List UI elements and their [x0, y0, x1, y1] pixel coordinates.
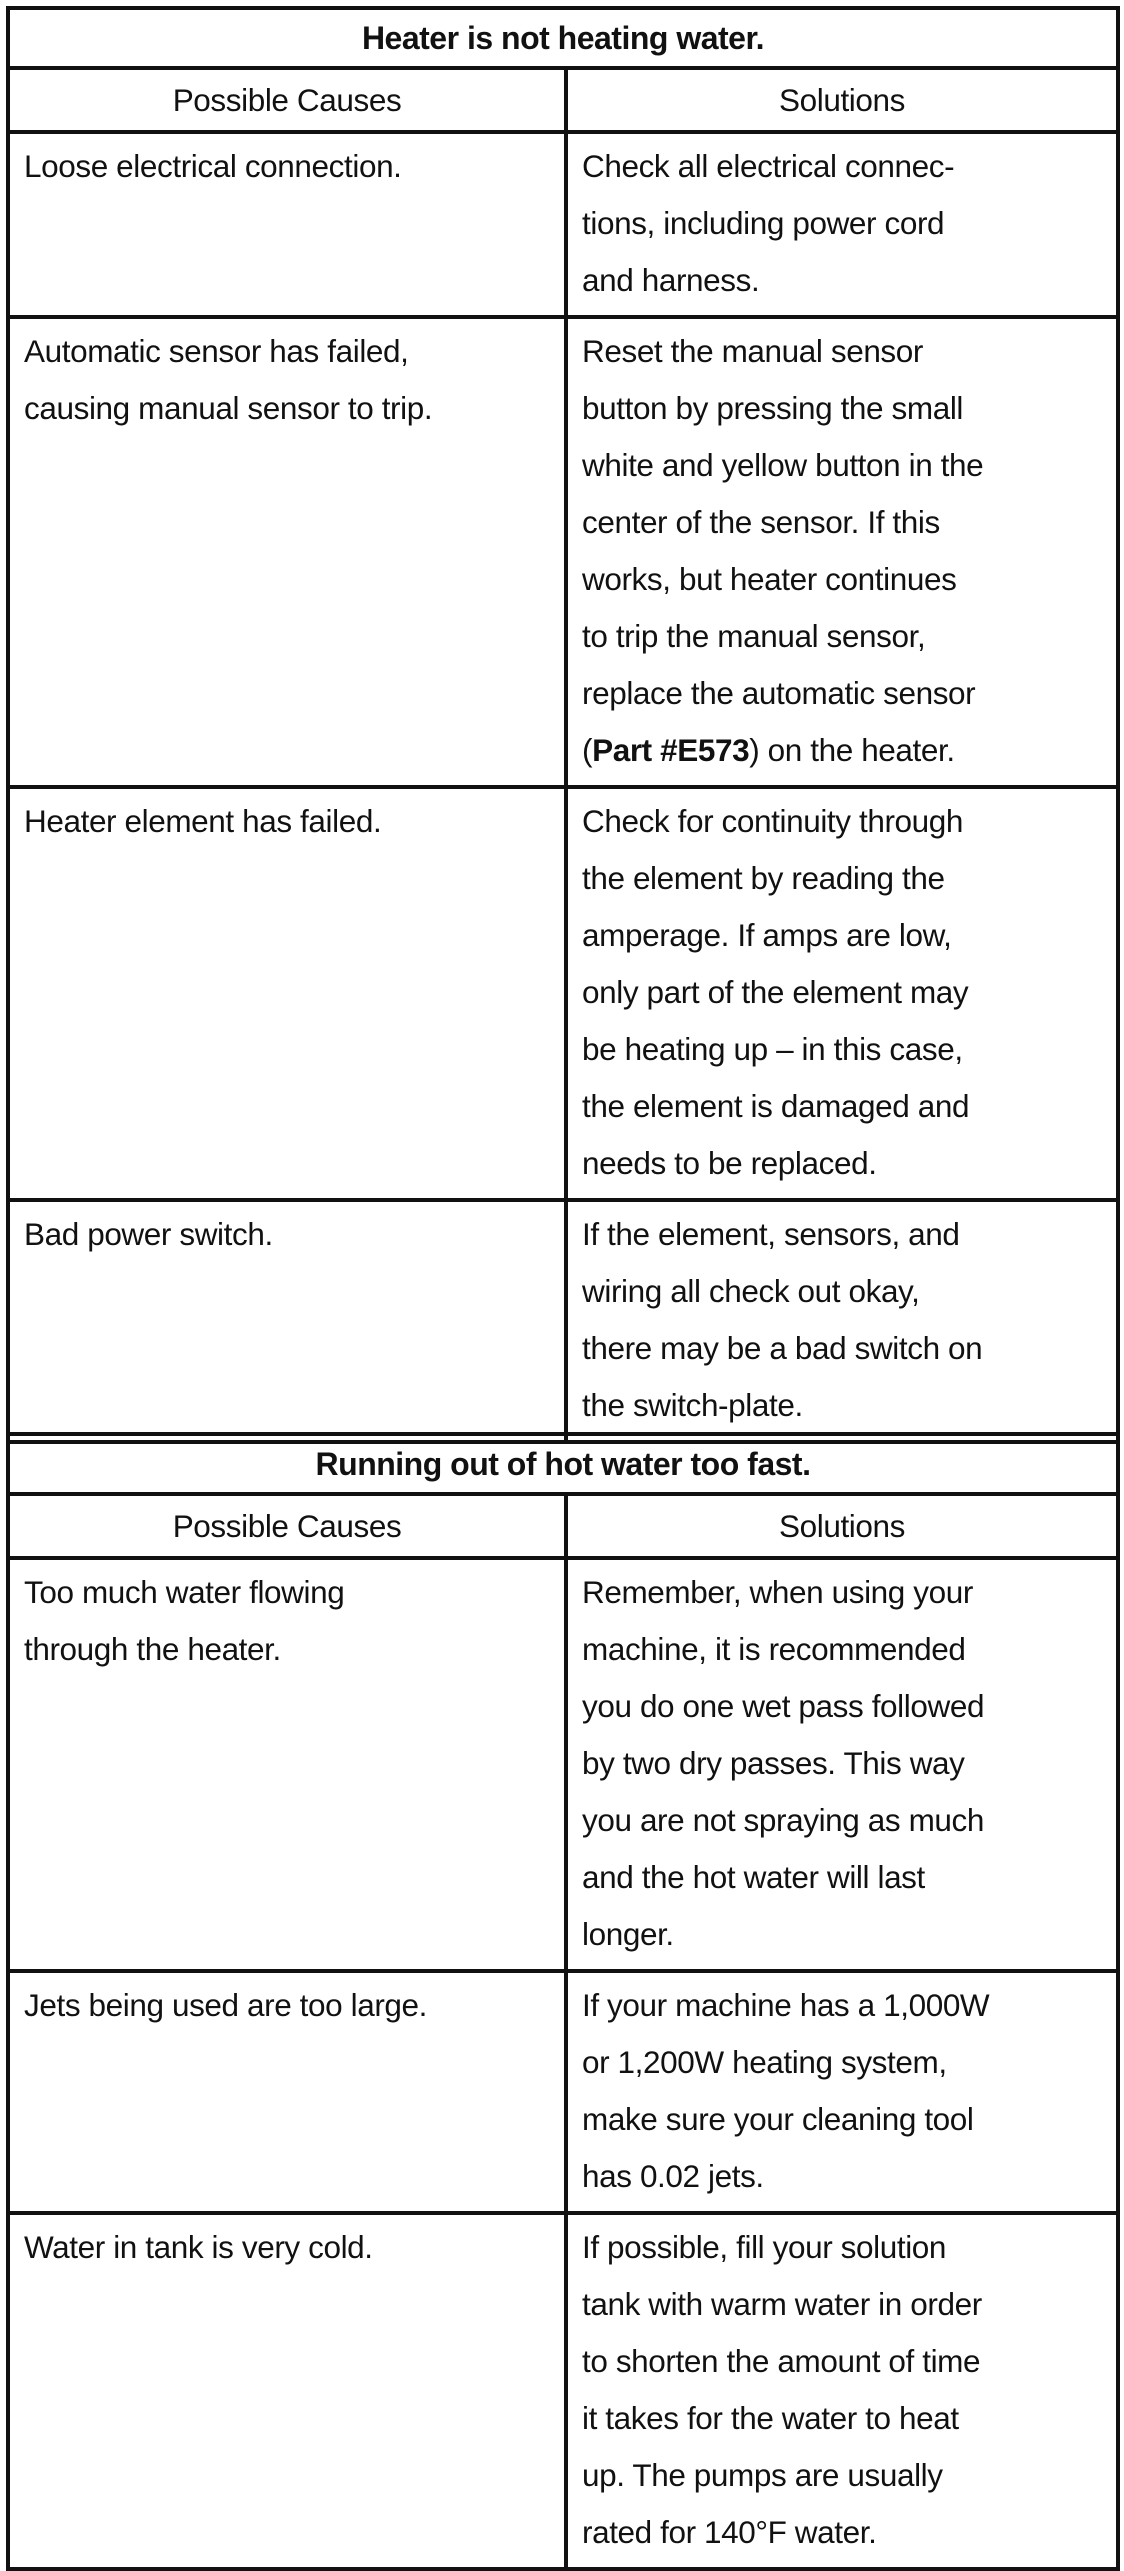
solution-line: If possible, fill your solution: [582, 2229, 947, 2265]
solution-line: make sure your cleaning tool: [582, 2101, 974, 2137]
cause-line: Too much water flowing: [24, 1574, 345, 1610]
solution-line: only part of the element may: [582, 974, 969, 1010]
paren-open: (: [582, 732, 593, 768]
solution-line: or 1,200W heating system,: [582, 2044, 947, 2080]
solution-line: up. The pumps are usually: [582, 2457, 943, 2493]
solution-line: rated for 140°F water.: [582, 2514, 877, 2550]
cause-cell: [10, 1560, 568, 1969]
header-row: [10, 70, 1116, 134]
cause-line: causing manual sensor to trip.: [24, 390, 433, 426]
table-row: [10, 134, 1116, 319]
solution-cell: [568, 789, 1116, 1198]
solution-line: to trip the manual sensor,: [582, 618, 926, 654]
header-solutions: Solutions: [779, 1508, 905, 1544]
solution-line: replace the automatic sensor: [582, 675, 976, 711]
solution-line: the element is damaged and: [582, 1088, 970, 1124]
solution-line: Check for continuity through: [582, 803, 964, 839]
solution-line: has 0.02 jets.: [582, 2158, 764, 2194]
solution-cell: [568, 2215, 1116, 2567]
solution-line: and harness.: [582, 262, 760, 298]
cause-line: through the heater.: [24, 1631, 281, 1667]
solution-cell: [568, 134, 1116, 315]
table-title: Running out of hot water too fast.: [10, 1436, 1116, 1496]
solution-line: tank with warm water in order: [582, 2286, 982, 2322]
solution-line: you do one wet pass followed: [582, 1688, 985, 1724]
solution-line: [582, 722, 1102, 779]
solution-line: white and yellow button in the: [582, 447, 984, 483]
cause-cell: [10, 319, 568, 785]
solution-line: longer.: [582, 1916, 674, 1952]
solution-line: Remember, when using your: [582, 1574, 973, 1610]
header-possible-causes: Possible Causes: [10, 1496, 568, 1556]
header-row: [10, 1496, 1116, 1560]
header-possible-causes: Possible Causes: [10, 70, 568, 130]
cause-line: Loose electrical connection.: [24, 148, 402, 184]
solution-line: wiring all check out okay,: [582, 1273, 920, 1309]
table-title: Heater is not heating water.: [10, 10, 1116, 70]
solution-cell: [568, 319, 1116, 785]
solution-line: you are not spraying as much: [582, 1802, 985, 1838]
table-row: [10, 789, 1116, 1202]
solution-line: Check all electrical connec-: [582, 148, 955, 184]
solution-line: Reset the manual sensor: [582, 333, 923, 369]
solution-line: the element by reading the: [582, 860, 945, 896]
solution-line: the switch-plate.: [582, 1387, 803, 1423]
solution-line: needs to be replaced.: [582, 1145, 877, 1181]
cause-cell: [10, 2215, 568, 2567]
solution-line: be heating up – in this case,: [582, 1031, 963, 1067]
table-row: [10, 1973, 1116, 2215]
cause-cell: [10, 789, 568, 1198]
cause-cell: [10, 134, 568, 315]
troubleshooting-table-running-out-of-hot-water: [6, 1432, 1120, 2571]
header-solutions: Solutions: [779, 82, 905, 118]
table-row: [10, 319, 1116, 789]
solution-line: to shorten the amount of time: [582, 2343, 981, 2379]
solution-line: by two dry passes. This way: [582, 1745, 965, 1781]
solution-line: tions, including power cord: [582, 205, 945, 241]
cause-cell: [10, 1973, 568, 2211]
cause-line: Bad power switch.: [24, 1216, 273, 1252]
solution-line: machine, it is recommended: [582, 1631, 966, 1667]
part-number: Part #E573: [592, 732, 750, 768]
solution-line: If your machine has a 1,000W: [582, 1987, 990, 2023]
solution-tail: ) on the heater.: [749, 732, 955, 768]
solution-line: works, but heater continues: [582, 561, 957, 597]
table-row: [10, 1202, 1116, 1440]
cause-line: Heater element has failed.: [24, 803, 382, 839]
solution-line: If the element, sensors, and: [582, 1216, 960, 1252]
cause-line: Water in tank is very cold.: [24, 2229, 373, 2265]
table-row: [10, 2215, 1116, 2567]
troubleshooting-table-heater-not-heating: [6, 6, 1120, 1444]
solution-line: it takes for the water to heat: [582, 2400, 959, 2436]
table-row: [10, 1560, 1116, 1973]
solution-line: there may be a bad switch on: [582, 1330, 983, 1366]
solution-line: button by pressing the small: [582, 390, 964, 426]
solution-cell: [568, 1560, 1116, 1969]
solution-cell: [568, 1973, 1116, 2211]
solution-line: center of the sensor. If this: [582, 504, 940, 540]
solution-line: and the hot water will last: [582, 1859, 925, 1895]
cause-line: Jets being used are too large.: [24, 1987, 428, 2023]
solution-line: amperage. If amps are low,: [582, 917, 952, 953]
cause-cell: [10, 1202, 568, 1440]
solution-cell: [568, 1202, 1116, 1440]
cause-line: Automatic sensor has failed,: [24, 333, 409, 369]
